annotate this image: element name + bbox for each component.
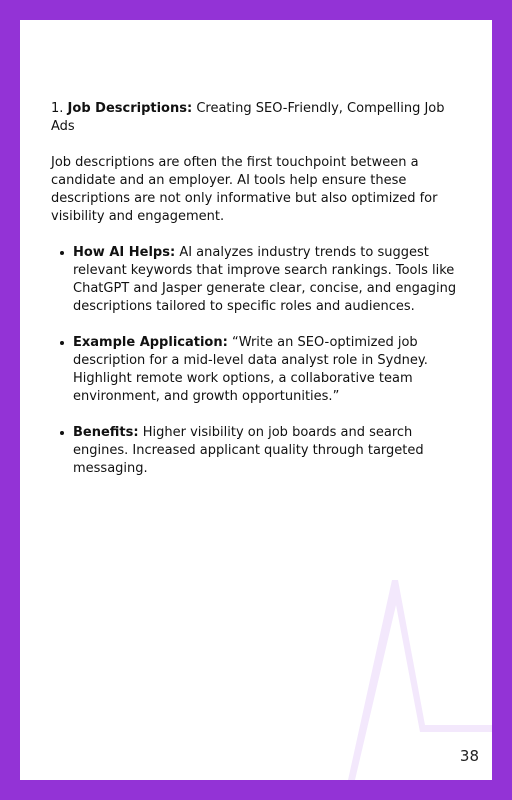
item-label: How AI Helps:: [73, 245, 176, 260]
section-number: 1.: [51, 101, 64, 116]
page-number: 38: [459, 747, 479, 765]
list-item: [51, 334, 461, 406]
document-content: [51, 100, 461, 496]
section-heading: [51, 100, 461, 136]
intro-paragraph: Job descriptions are often the first touchpoint between a candidate and an employer. AI tools help ensure these descriptions are not only informative but also optimized for visibility and engagement.: [51, 155, 438, 224]
item-text: AI analyzes industry trends to suggest relevant keywords that improve search rankings. Tools like ChatGPT and Jasper generate clear, concise, and engaging descriptions tailored to specific roles and audiences.: [73, 245, 457, 314]
item-label: Benefits:: [73, 425, 139, 440]
item-text: Higher visibility on job boards and search engines. Increased applicant quality through targeted messaging.: [73, 425, 424, 476]
section-title: Job Descriptions:: [67, 101, 193, 116]
list-item: [51, 244, 461, 316]
bullet-list: [51, 244, 461, 478]
list-item: [51, 424, 461, 478]
section-subtitle: Creating SEO-Friendly, Compelling Job Ads: [51, 101, 445, 134]
item-label: Example Application:: [73, 335, 228, 350]
item-text: “Write an SEO-optimized job description for a mid-level data analyst role in Sydney. Highlight remote work options, a collaborative team environment, and growth opportunities.”: [73, 335, 428, 404]
document-page: [20, 20, 492, 780]
